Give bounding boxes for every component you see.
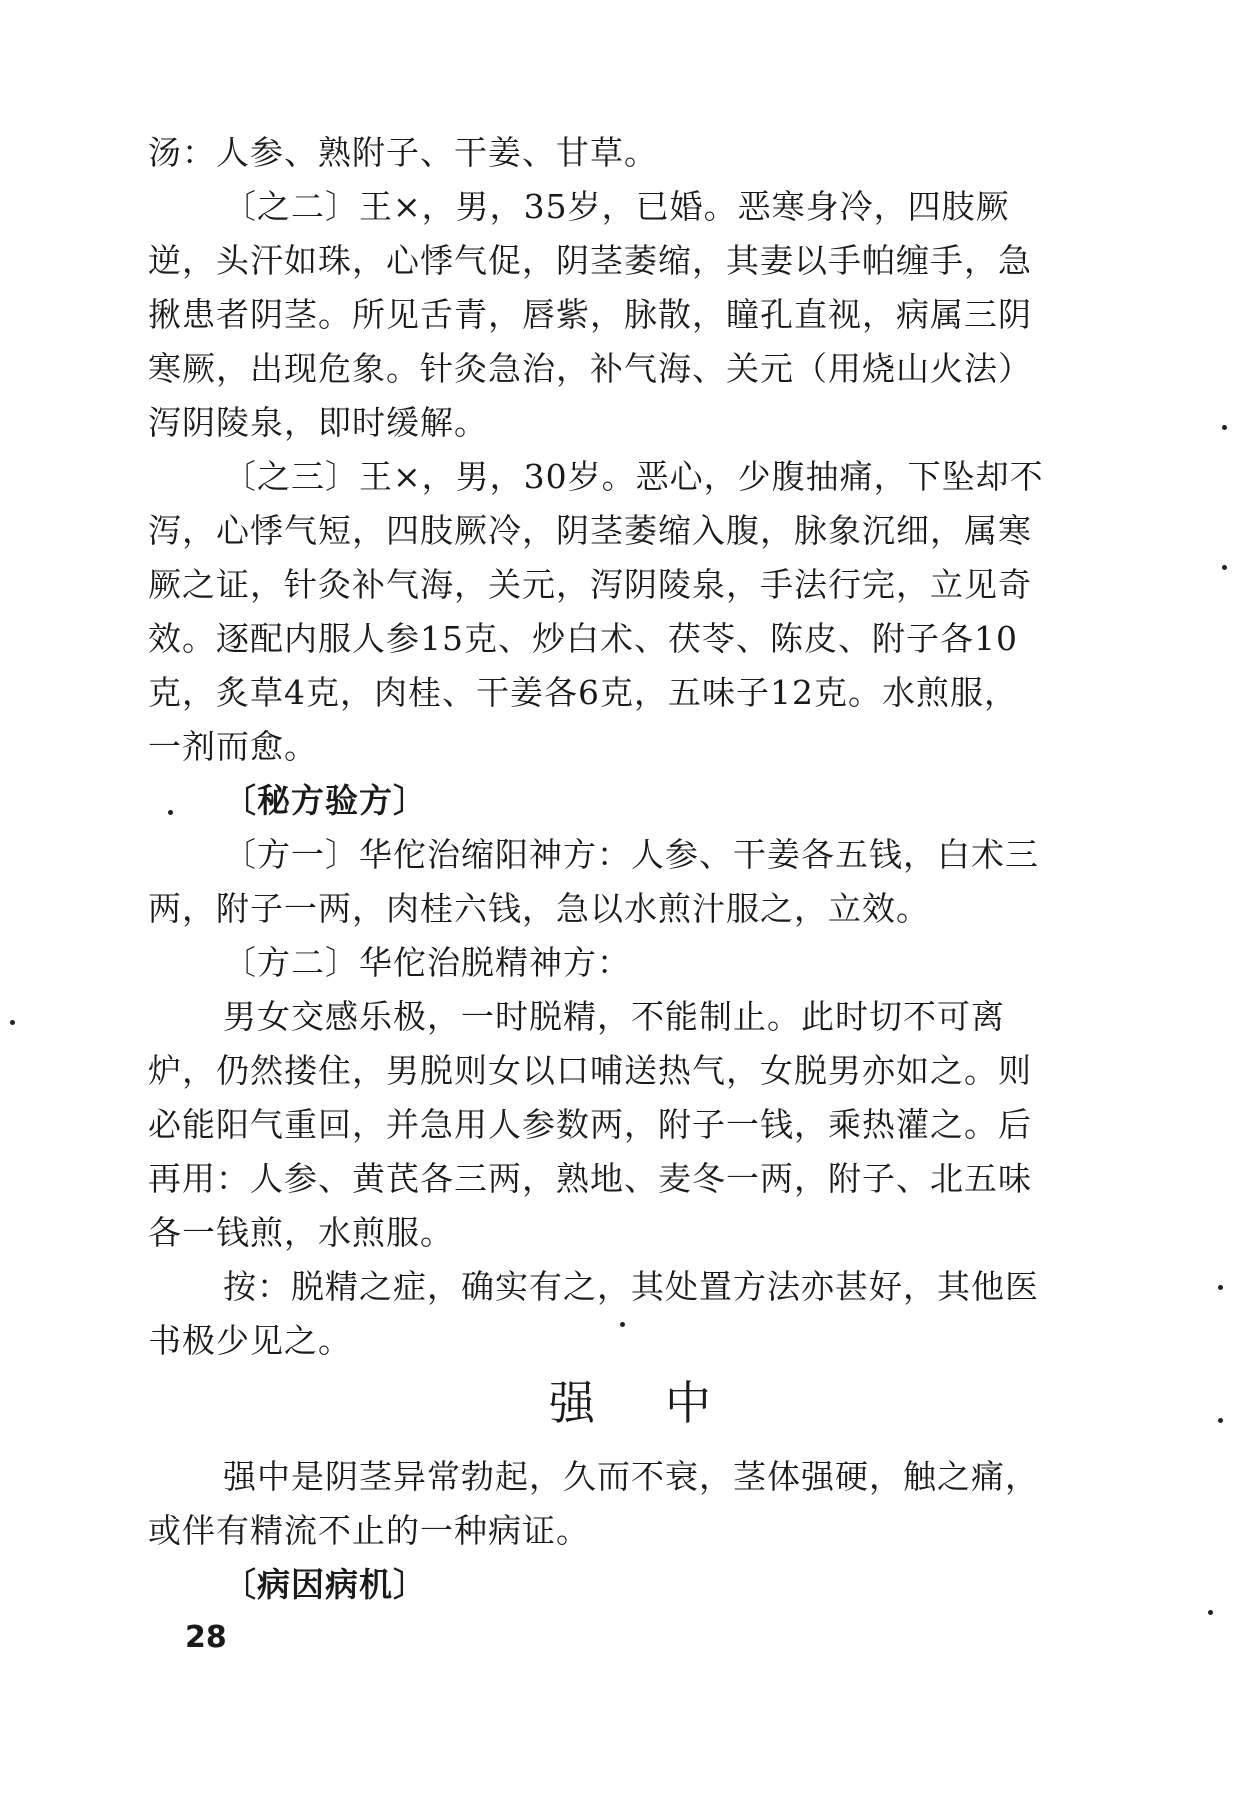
text-line: 〔之二〕王×，男，35岁，已婚。恶寒身冷，四肢厥 — [223, 187, 1010, 226]
section-title: 强中 — [549, 1376, 781, 1430]
scan-speck — [10, 1020, 15, 1025]
text-line: 书极少见之。 — [148, 1321, 352, 1360]
page-number: 28 — [185, 1620, 227, 1655]
scan-speck — [1208, 1610, 1213, 1615]
text-line: 两，附子一两，肉桂六钱，急以水煎汁服之，立效。 — [148, 889, 930, 928]
text-line: 炉，仍然搂住，男脱则女以口哺送热气，女脱男亦如之。则 — [148, 1051, 1032, 1090]
text-line: 泻，心悸气短，四肢厥冷，阴茎萎缩入腹，脉象沉细，属寒 — [148, 511, 1032, 550]
text-line: 泻阴陵泉，即时缓解。 — [148, 403, 488, 442]
text-line: 必能阳气重回，并急用人参数两，附子一钱，乘热灌之。后 — [148, 1105, 1032, 1144]
text-line: 一剂而愈。 — [148, 727, 318, 766]
scan-speck — [1222, 425, 1227, 430]
text-line: 揪患者阴茎。所见舌青，唇紫，脉散，瞳孔直视，病属三阴 — [148, 295, 1032, 334]
text-line: 男女交感乐极，一时脱精，不能制止。此时切不可离 — [223, 997, 1005, 1036]
section-text — [148, 1450, 1108, 1612]
scan-speck — [620, 1322, 625, 1327]
text-line: 逆，头汗如珠，心悸气促，阴茎萎缩，其妻以手帕缠手，急 — [148, 241, 1032, 280]
subheading-etiology: 〔病因病机〕 — [223, 1565, 427, 1604]
text-line: 各一钱煎，水煎服。 — [148, 1213, 454, 1252]
subheading-secret-recipes: 〔秘方验方〕 — [223, 781, 427, 820]
scan-speck — [1222, 565, 1227, 570]
main-text — [148, 126, 1108, 1368]
text-line: 按：脱精之症，确实有之，其处置方法亦甚好，其他医 — [223, 1267, 1039, 1306]
text-line: 厥之证，针灸补气海，关元，泻阴陵泉，手法行完，立见奇 — [148, 565, 1032, 604]
text-line: 汤：人参、熟附子、干姜、甘草。 — [148, 133, 658, 172]
text-line: 〔方一〕华佗治缩阳神方：人参、干姜各五钱，白术三 — [223, 835, 1039, 874]
text-line: 〔之三〕王×，男，30岁。恶心，少腹抽痛，下坠却不 — [223, 457, 1044, 496]
text-line: 〔方二〕华佗治脱精神方： — [223, 943, 631, 982]
scan-speck — [1218, 1418, 1223, 1423]
text-line: 强中是阴茎异常勃起，久而不衰，茎体强硬，触之痛， — [223, 1457, 1039, 1496]
text-line: 效。逐配内服人参15克、炒白术、茯苓、陈皮、附子各10 — [148, 619, 1018, 658]
scan-speck — [168, 810, 173, 815]
text-line: 寒厥，出现危象。针灸急治，补气海、关元（用烧山火法） — [148, 349, 1032, 388]
text-line: 再用：人参、黄芪各三两，熟地、麦冬一两，附子、北五味 — [148, 1159, 1032, 1198]
text-line: 或伴有精流不止的一种病证。 — [148, 1511, 590, 1550]
text-line: 克，炙草4克，肉桂、干姜各6克，五味子12克。水煎服， — [148, 673, 1018, 712]
scan-speck — [1218, 1285, 1223, 1290]
